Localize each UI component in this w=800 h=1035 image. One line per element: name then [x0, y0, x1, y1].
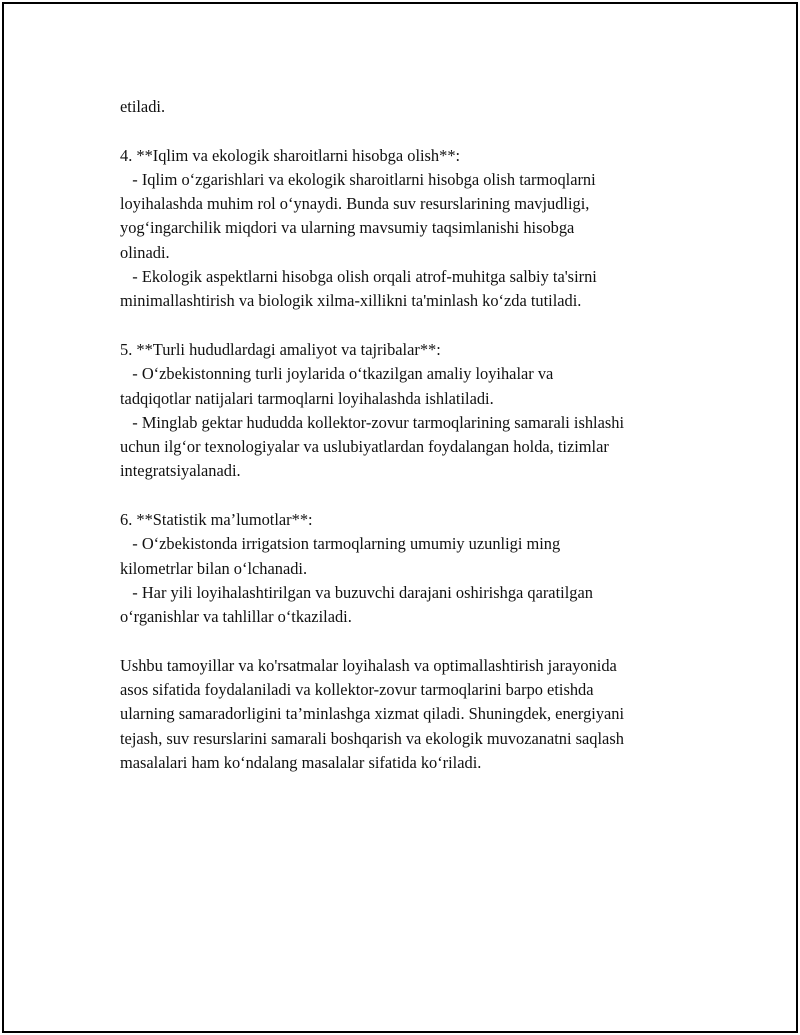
bullet-line: integratsiyalanadi. [120, 461, 241, 481]
conclusion-line: masalalari ham ko‘ndalang masalalar sifatida ko‘riladi. [120, 753, 482, 773]
bullet-line: yog‘ingarchilik miqdori va ularning mavsumiy taqsimlanishi hisobga [120, 218, 575, 238]
paragraph-gap [120, 630, 720, 654]
bullet-line: uchun ilg‘or texnologiyalar va uslubiyatlardan foydalangan holda, tizimlar [120, 437, 609, 457]
bullet-line: - Iqlim o‘zgarishlari va ekologik sharoitlarni hisobga olish tarmoqlarni [120, 169, 596, 189]
section-regional-practice [120, 338, 720, 484]
bullet-line: - Har yili loyihalashtirilgan va buzuvchi darajani oshirishga qaratilgan [120, 582, 593, 602]
intro-tail-text: etiladi. [120, 97, 166, 116]
section-heading: 6. **Statistik ma’lumotlar**: [120, 510, 313, 530]
bullet-item [120, 532, 720, 581]
conclusion-paragraph [120, 654, 720, 775]
section-statistics [120, 508, 720, 629]
bullet-item [120, 362, 720, 411]
bullet-item [120, 168, 720, 265]
bullet-line: minimallashtirish va biologik xilma-xillikni ta'minlash ko‘zda tutiladi. [120, 291, 582, 311]
bullet-line: - Ekologik aspektlarni hisobga olish orqali atrof-muhitga salbiy ta'sirni [120, 267, 597, 287]
bullet-line: olinadi. [120, 242, 170, 262]
bullet-line: tadqiqotlar natijalari tarmoqlarni loyihalashda ishlatiladi. [120, 388, 494, 408]
bullet-item [120, 581, 720, 630]
page-frame [2, 2, 798, 1033]
paragraph-gap [120, 484, 720, 508]
document-body [120, 95, 720, 775]
section-heading: 4. **Iqlim va ekologik sharoitlarni hisobga olish**: [120, 145, 461, 165]
bullet-line: - O‘zbekistonning turli joylarida o‘tkazilgan amaliy loyihalar va [120, 364, 554, 384]
conclusion-line: asos sifatida foydalaniladi va kollektor-zovur tarmoqlarini barpo etishda [120, 680, 594, 700]
bullet-line: - O‘zbekistonda irrigatsion tarmoqlarning umumiy uzunligi ming [120, 534, 561, 554]
bullet-item [120, 411, 720, 484]
paragraph-gap [120, 119, 720, 143]
conclusion-line: ularning samaradorligini ta’minlashga xizmat qiladi. Shuningdek, energiyani [120, 704, 625, 724]
bullet-line: - Minglab gektar hududda kollektor-zovur tarmoqlarining samarali ishlashi [120, 412, 625, 432]
section-climate-ecology [120, 144, 720, 314]
conclusion-line: tejash, suv resurslarini samarali boshqarish va ekologik muvozanatni saqlash [120, 728, 624, 748]
bullet-line: kilometrlar bilan o‘lchanadi. [120, 558, 308, 578]
section-heading: 5. **Turli hududlardagi amaliyot va tajribalar**: [120, 339, 441, 359]
bullet-line: loyihalashda muhim rol o‘ynaydi. Bunda suv resurslarining mavjudligi, [120, 194, 590, 214]
paragraph-gap [120, 314, 720, 338]
bullet-item [120, 265, 720, 314]
bullet-line: o‘rganishlar va tahlillar o‘tkaziladi. [120, 607, 352, 627]
conclusion-line: Ushbu tamoyillar va ko'rsatmalar loyihalash va optimallashtirish jarayonida [120, 655, 617, 675]
